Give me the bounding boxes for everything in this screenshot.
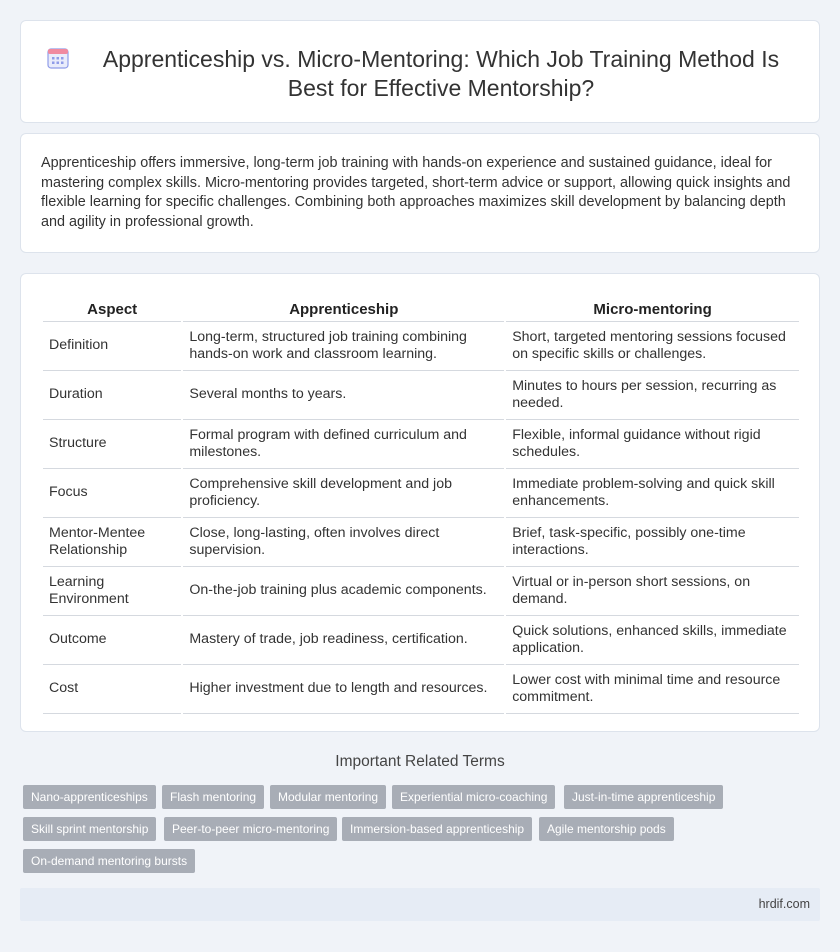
summary-card <box>20 133 820 253</box>
header-micro-mentoring: Micro-mentoring <box>506 294 799 322</box>
table-row <box>43 616 799 665</box>
apprenticeship-cell: Formal program with defined curriculum and milestones. <box>183 420 504 469</box>
related-term-tag[interactable]: Immersion-based apprenticeship <box>342 817 532 841</box>
table-header-row <box>43 294 799 322</box>
micro-mentoring-cell: Brief, task-specific, possibly one-time interactions. <box>506 518 799 567</box>
related-term-tag[interactable]: Agile mentorship pods <box>539 817 674 841</box>
related-term-tag[interactable]: Just-in-time apprenticeship <box>564 785 723 809</box>
related-term-tag[interactable]: Flash mentoring <box>162 785 264 809</box>
micro-mentoring-cell: Lower cost with minimal time and resource commitment. <box>506 665 799 714</box>
micro-mentoring-cell: Immediate problem-solving and quick skill enhancements. <box>506 469 799 518</box>
page-title: Apprenticeship vs. Micro-Mentoring: Which Job Training Method Is Best for Effective Mentorship? <box>102 46 780 101</box>
related-term-tag[interactable]: Modular mentoring <box>270 785 386 809</box>
related-term-tag[interactable]: Peer-to-peer micro-mentoring <box>164 817 337 841</box>
summary-text: Apprenticeship offers immersive, long-term job training with hands-on experience and sustained guidance, ideal for mastering complex skills. Micro-mentoring provides targeted, short-term advice or support, allowing quick insights and flexible learning for specific challenges. Combining both approaches maximizes skill development by balancing depth and agility in professional growth. <box>41 155 791 230</box>
apprenticeship-cell: Comprehensive skill development and job proficiency. <box>183 469 504 518</box>
apprenticeship-cell: On-the-job training plus academic components. <box>183 567 504 616</box>
related-term-tag[interactable]: Experiential micro-coaching <box>392 785 555 809</box>
micro-mentoring-cell: Flexible, informal guidance without rigid schedules. <box>506 420 799 469</box>
micro-mentoring-cell: Short, targeted mentoring sessions focused on specific skills or challenges. <box>506 322 799 371</box>
related-term-tag[interactable]: Skill sprint mentorship <box>23 817 156 841</box>
micro-mentoring-cell: Virtual or in-person short sessions, on demand. <box>506 567 799 616</box>
micro-mentoring-cell: Minutes to hours per session, recurring as needed. <box>506 371 799 420</box>
calendar-icon <box>46 46 70 70</box>
apprenticeship-cell: Mastery of trade, job readiness, certification. <box>183 616 504 665</box>
header-aspect: Aspect <box>43 294 181 322</box>
table-row <box>43 469 799 518</box>
aspect-cell: Structure <box>43 420 181 469</box>
apprenticeship-cell: Several months to years. <box>183 371 504 420</box>
comparison-table-card <box>20 273 820 732</box>
related-terms-section <box>20 752 820 868</box>
footer <box>20 888 820 921</box>
related-terms-heading: Important Related Terms <box>335 753 505 770</box>
aspect-cell: Focus <box>43 469 181 518</box>
aspect-cell: Definition <box>43 322 181 371</box>
header-apprenticeship: Apprenticeship <box>183 294 504 322</box>
aspect-cell: Mentor-Mentee Relationship <box>43 518 181 567</box>
comparison-table <box>41 294 801 714</box>
aspect-cell: Outcome <box>43 616 181 665</box>
table-row <box>43 371 799 420</box>
aspect-cell: Duration <box>43 371 181 420</box>
table-row <box>43 567 799 616</box>
related-term-tag[interactable]: On-demand mentoring bursts <box>23 849 195 873</box>
related-term-tag[interactable]: Nano-apprenticeships <box>23 785 156 809</box>
apprenticeship-cell: Close, long-lasting, often involves direct supervision. <box>183 518 504 567</box>
aspect-cell: Learning Environment <box>43 567 181 616</box>
title-card <box>20 20 820 123</box>
table-row <box>43 665 799 714</box>
apprenticeship-cell: Long-term, structured job training combining hands-on work and classroom learning. <box>183 322 504 371</box>
table-row <box>43 518 799 567</box>
apprenticeship-cell: Higher investment due to length and resources. <box>183 665 504 714</box>
aspect-cell: Cost <box>43 665 181 714</box>
micro-mentoring-cell: Quick solutions, enhanced skills, immediate application. <box>506 616 799 665</box>
table-row <box>43 322 799 371</box>
table-row <box>43 420 799 469</box>
footer-site-link[interactable]: hrdif.com <box>758 897 810 911</box>
